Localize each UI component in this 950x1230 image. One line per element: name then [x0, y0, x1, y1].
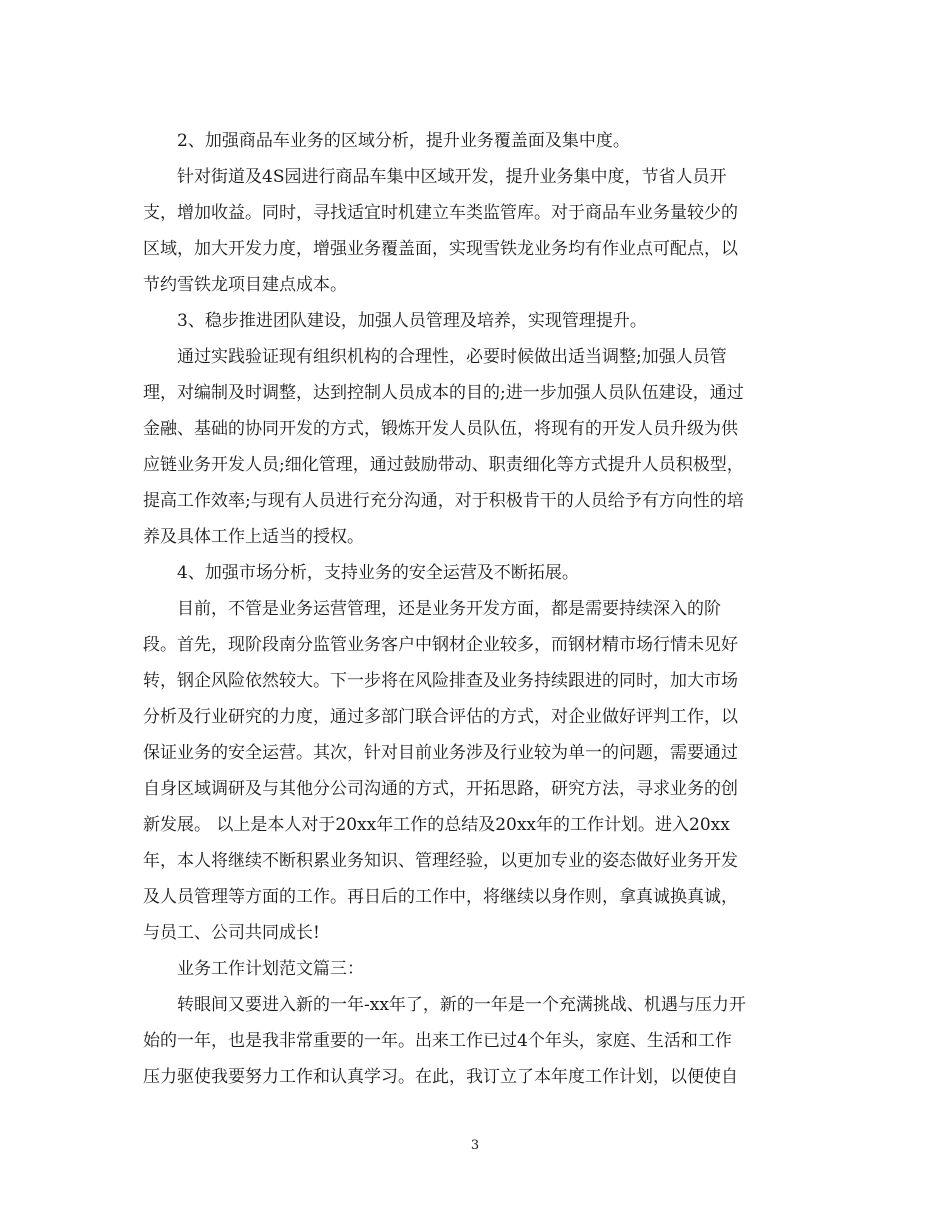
text-line: 通过实践验证现有组织机构的合理性，必要时候做出适当调整;加强人员管 [143, 347, 727, 367]
text-line: 转，钢企风险依然较大。下一步将在风险排查及业务持续跟进的同时，加大市场 [143, 671, 738, 691]
text-line: 与员工、公司共同成长! [143, 923, 320, 943]
text-line: 及人员管理等方面的工作。再日后的工作中，将继续以身作则，拿真诚换真诚， [143, 887, 738, 907]
text-line: 养及具体工作上适当的授权。 [143, 527, 364, 547]
text-line: 始的一年，也是我非常重要的一年。出来工作已过4个年头，家庭、生活和工作 [143, 1031, 732, 1051]
text-line: 提高工作效率;与现有人员进行充分沟通，对于积极肯干的人员给予有方向性的培 [143, 491, 744, 511]
text-line: 节约雪铁龙项目建点成本。 [143, 275, 347, 295]
text-line: 区域，加大开发力度，增强业务覆盖面，实现雪铁龙业务均有作业点可配点，以 [143, 239, 738, 259]
text-line: 3、稳步推进团队建设，加强人员管理及培养，实现管理提升。 [143, 311, 647, 331]
text-line: 业务工作计划范文篇三： [143, 959, 364, 979]
page-number: 3 [470, 1138, 480, 1153]
text-line: 理，对编制及时调整，达到控制人员成本的目的;进一步加强人员队伍建设，通过 [143, 383, 744, 403]
text-line: 自身区域调研及与其他分公司沟通的方式，开拓思路，研究方法，寻求业务的创 [143, 779, 738, 799]
text-line: 压力驱使我要努力工作和认真学习。在此，我订立了本年度工作计划，以便使自 [143, 1067, 738, 1087]
text-line: 年，本人将继续不断积累业务知识、管理经验，以更加专业的姿态做好业务开发 [143, 851, 738, 871]
text-line: 分析及行业研究的力度，通过多部门联合评估的方式，对企业做好评判工作，以 [143, 707, 738, 727]
text-line: 2、加强商品车业务的区域分析，提升业务覆盖面及集中度。 [143, 131, 630, 151]
text-line: 段。首先，现阶段南分监管业务客户中钢材企业较多，而钢材精市场行情未见好 [143, 635, 738, 655]
text-line: 金融、基础的协同开发的方式，锻炼开发人员队伍，将现有的开发人员升级为供 [143, 419, 738, 439]
text-line: 应链业务开发人员;细化管理，通过鼓励带动、职责细化等方式提升人员积极型， [143, 455, 744, 475]
text-line: 转眼间又要进入新的一年-xx年了，新的一年是一个充满挑战、机遇与压力开 [143, 995, 746, 1015]
text-line: 新发展。 以上是本人对于20xx年工作的总结及20xx年的工作计划。进入20xx [143, 815, 730, 835]
text-line: 保证业务的安全运营。其次，针对目前业务涉及行业较为单一的问题，需要通过 [143, 743, 738, 763]
text-line: 4、加强市场分析，支持业务的安全运营及不断拓展。 [143, 563, 579, 583]
text-line: 针对街道及4S园进行商品车集中区域开发，提升业务集中度，节省人员开 [143, 167, 727, 187]
text-line: 目前，不管是业务运营管理，还是业务开发方面，都是需要持续深入的阶 [143, 599, 721, 619]
text-line: 支，增加收益。同时，寻找适宜时机建立车类监管库。对于商品车业务量较少的 [143, 203, 738, 223]
